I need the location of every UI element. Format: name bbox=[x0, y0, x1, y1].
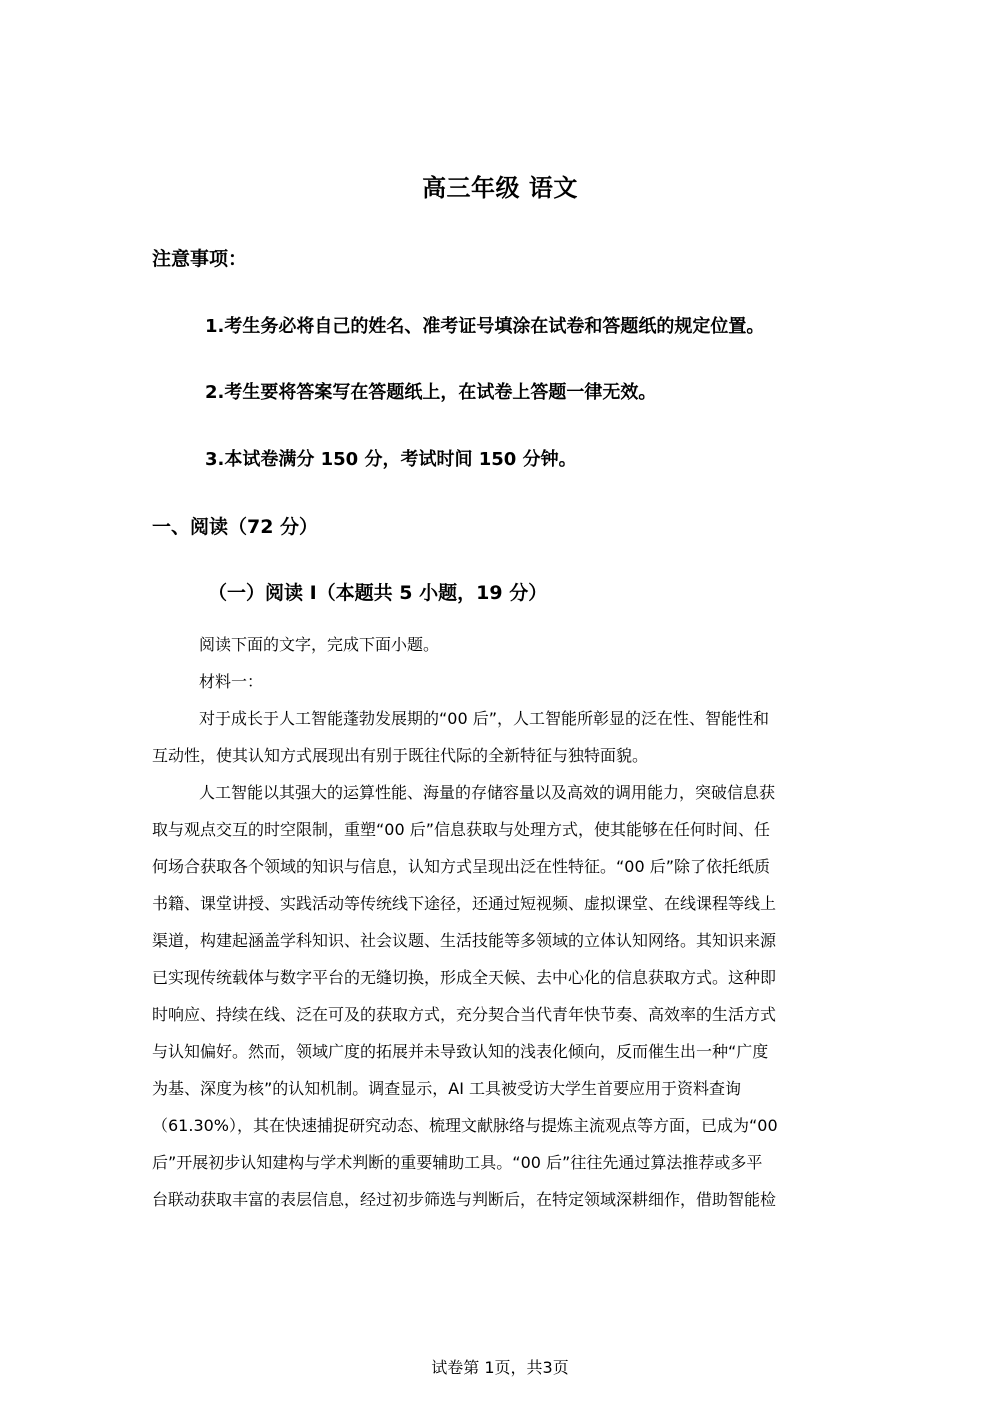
reading-passage bbox=[152, 626, 852, 1218]
notice-heading: 注意事项： bbox=[152, 248, 248, 270]
exam-title: 高三年级 语文 bbox=[422, 174, 578, 202]
passage-line: 已实现传统载体与数字平台的无缝切换，形成全天候、去中心化的信息获取方式。这种即 bbox=[152, 968, 777, 987]
subsection-heading: （一）阅读 I（本题共 5 小题，19 分） bbox=[208, 582, 548, 604]
passage-line: 何场合获取各个领域的知识与信息，认知方式呈现出泛在性特征。“00 后”除了依托纸质 bbox=[152, 857, 771, 876]
passage-line: 对于成长于人工智能蓬勃发展期的“00 后”，人工智能所彰显的泛在性、智能性和 bbox=[199, 709, 770, 728]
notice-item: 3.本试卷满分 150 分，考试时间 150 分钟。 bbox=[205, 449, 577, 470]
passage-line: 渠道，构建起涵盖学科知识、社会议题、生活技能等多领域的立体认知网络。其知识来源 bbox=[152, 931, 777, 950]
passage-line: 取与观点交互的时空限制，重塑“00 后”信息获取与处理方式，使其能够在任何时间、任 bbox=[152, 820, 771, 839]
page-footer: 试卷第 1页，共3页 bbox=[431, 1358, 569, 1377]
passage-line: 台联动获取丰富的表层信息，经过初步筛选与判断后，在特定领域深耕细作，借助智能检 bbox=[152, 1190, 777, 1209]
passage-line: 书籍、课堂讲授、实践活动等传统线下途径，还通过短视频、虚拟课堂、在线课程等线上 bbox=[152, 894, 777, 913]
instruction-line: 阅读下面的文字，完成下面小题。 bbox=[199, 635, 440, 654]
passage-line: 时响应、持续在线、泛在可及的获取方式，充分契合当代青年快节奏、高效率的生活方式 bbox=[152, 1005, 777, 1024]
section-heading: 一、阅读（72 分） bbox=[152, 516, 319, 538]
passage-line: （61.30%），其在快速捕捉研究动态、梳理文献脉络与提炼主流观点等方面，已成为“00 bbox=[152, 1116, 778, 1135]
passage-line: 后”开展初步认知建构与学术判断的重要辅助工具。“00 后”往往先通过算法推荐或多平 bbox=[152, 1153, 763, 1172]
passage-line: 与认知偏好。然而，领域广度的拓展并未导致认知的浅表化倾向，反而催生出一种“广度 bbox=[152, 1042, 769, 1061]
passage-line: 互动性，使其认知方式展现出有别于既往代际的全新特征与独特面貌。 bbox=[152, 746, 649, 765]
notice-item: 1.考生务必将自己的姓名、准考证号填涂在试卷和答题纸的规定位置。 bbox=[205, 316, 765, 337]
passage-line: 为基、深度为核”的认知机制。调查显示，AI 工具被受访大学生首要应用于资料查询 bbox=[152, 1079, 742, 1098]
notice-item: 2.考生要将答案写在答题纸上，在试卷上答题一律无效。 bbox=[205, 382, 657, 403]
passage-line: 人工智能以其强大的运算性能、海量的存储容量以及高效的调用能力，突破信息获 bbox=[199, 783, 776, 802]
material-label: 材料一： bbox=[199, 672, 264, 691]
